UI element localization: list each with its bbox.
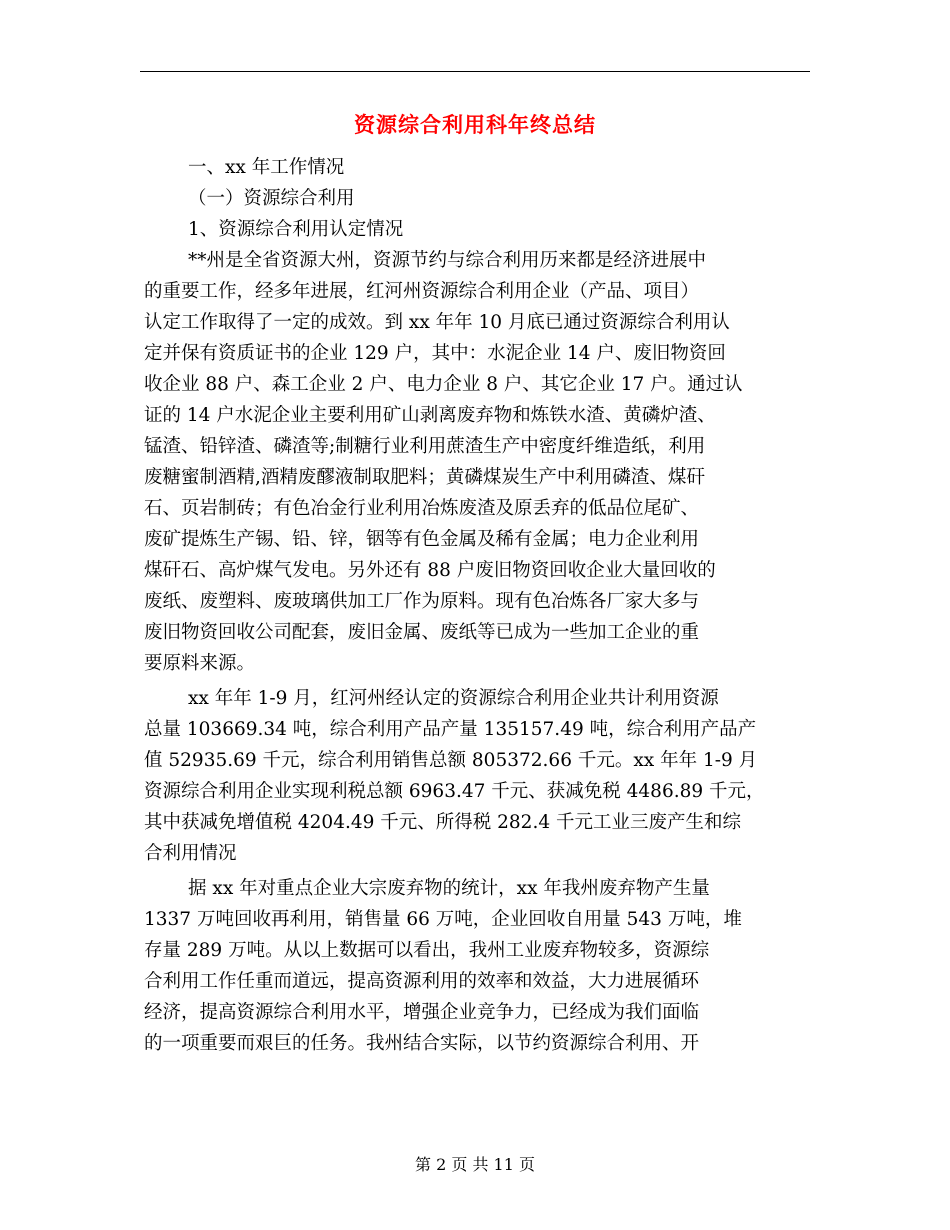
section-heading: 一、xx 年工作情况: [188, 157, 345, 178]
paragraph-line: xx 年年 1-9 月，红河州经认定的资源综合利用企业共计利用资源: [188, 688, 719, 709]
paragraph-line: 据 xx 年对重点企业大宗废弃物的统计，xx 年我州废弃物产生量: [188, 878, 710, 899]
paragraph-line: 存量 289 万吨。从以上数据可以看出，我州工业废弃物较多，资源综: [144, 940, 710, 961]
paragraph-line: 废旧物资回收公司配套，废旧金属、废纸等已成为一些加工企业的重: [144, 622, 700, 643]
paragraph-line: 废糖蜜制酒精,酒精废醪液制取肥料；黄磷煤炭生产中利用磷渣、煤矸: [144, 467, 705, 488]
paragraph-line: 定并保有资质证书的企业 129 户，其中：水泥企业 14 户、废旧物资回: [144, 343, 726, 364]
paragraph-line: 废纸、废塑料、废玻璃供加工厂作为原料。现有色冶炼各厂家大多与: [144, 591, 700, 612]
page-number-footer: 第 2 页 共 11 页: [415, 1155, 535, 1174]
paragraph-line: 总量 103669.34 吨，综合利用产品产量 135157.49 吨，综合利用产品产: [144, 719, 757, 740]
document-body: [144, 152, 820, 1059]
paragraph-line: 经济，提高资源综合利用水平，增强企业竞争力，已经成为我们面临: [144, 1002, 700, 1023]
paragraph-line: 要原料来源。: [144, 653, 256, 674]
paragraph-line: 石、页岩制砖；有色冶金行业利用冶炼废渣及原丢弃的低品位尾矿、: [144, 498, 700, 519]
paragraph-line: 收企业 88 户、森工企业 2 户、电力企业 8 户、其它企业 17 户。通过认: [144, 374, 743, 395]
paragraph-line: 废矿提炼生产锡、铅、锌，铟等有色金属及稀有金属；电力企业利用: [144, 529, 700, 550]
item-heading: 1、资源综合利用认定情况: [188, 219, 404, 240]
paragraph-line: 值 52935.69 千元，综合利用销售总额 805372.66 千元。xx 年年 1-9 月: [144, 750, 758, 771]
paragraph-line: 其中获减免增值税 4204.49 千元、所得税 282.4 千元工业三废产生和综: [144, 812, 741, 833]
paragraph-line: 资源综合利用企业实现利税总额 6963.47 千元、获减免税 4486.89 千元，: [144, 781, 765, 802]
header-rule: [140, 71, 810, 72]
paragraph-line: 认定工作取得了一定的成效。到 xx 年年 10 月底已通过资源综合利用认: [144, 312, 730, 333]
paragraph-line: 1337 万吨回收再利用，销售量 66 万吨，企业回收自用量 543 万吨，堆: [144, 909, 742, 930]
paragraph-line: 锰渣、铅锌渣、磷渣等;制糖行业利用蔗渣生产中密度纤维造纸，利用: [144, 436, 706, 457]
subsection-heading: （一）资源综合利用: [188, 188, 355, 209]
paragraph-line: **州是全省资源大州，资源节约与综合利用历来都是经济进展中: [188, 250, 707, 271]
paragraph-line: 合利用工作任重而道远，提高资源利用的效率和效益，大力进展循环: [144, 971, 700, 992]
paragraph-line: 的一项重要而艰巨的任务。我州结合实际，以节约资源综合利用、开: [144, 1033, 700, 1054]
paragraph-line: 证的 14 户水泥企业主要利用矿山剥离废弃物和炼铁水渣、黄磷炉渣、: [144, 405, 716, 426]
paragraph-line: 煤矸石、高炉煤气发电。另外还有 88 户废旧物资回收企业大量回收的: [144, 560, 716, 581]
document-title: 资源综合利用科年终总结: [354, 112, 596, 137]
paragraph-line: 合利用情况: [144, 843, 237, 864]
paragraph-line: 的重要工作，经多年进展，红河州资源综合利用企业（产品、项目）: [144, 281, 700, 302]
